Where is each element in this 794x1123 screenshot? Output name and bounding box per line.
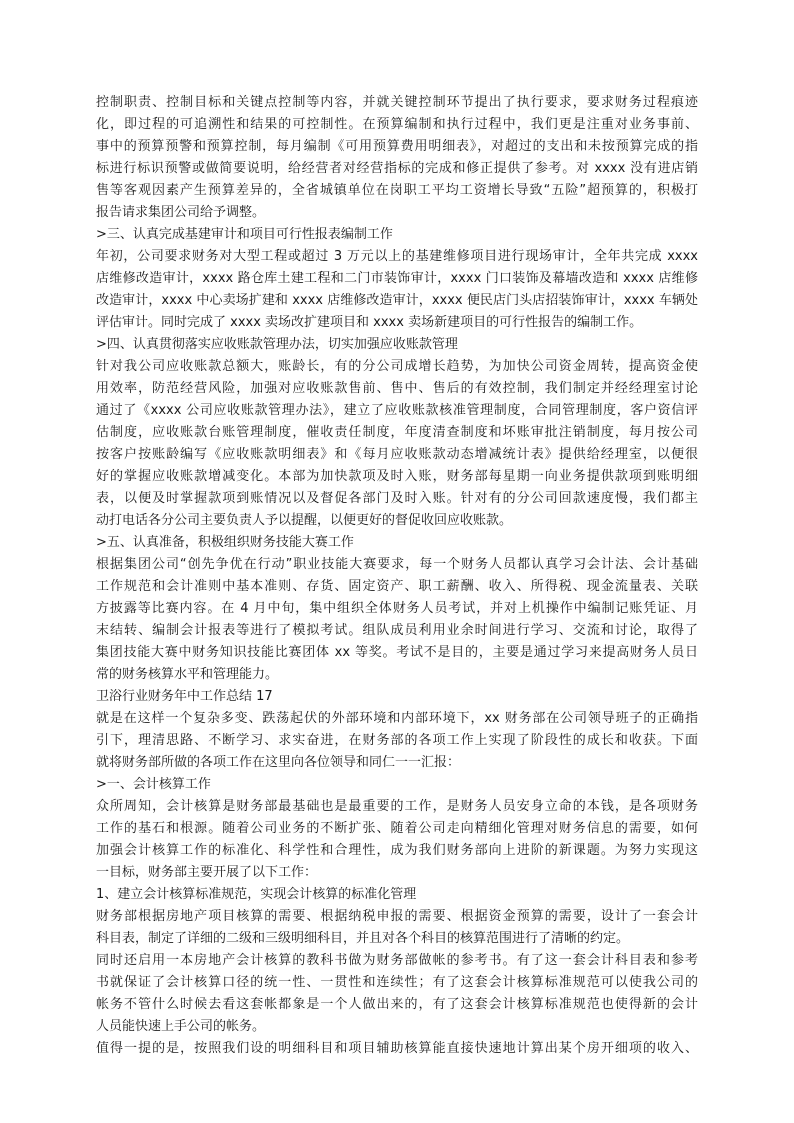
text-line: >四、认真贯彻落实应收账款管理办法，切实加强应收账款管理	[96, 337, 458, 352]
document-page	[96, 92, 698, 1060]
text-line: 表，以便及时掌握款项到账情况以及督促各部门及时入账。针对有的分公司回款速度慢，我们都主	[96, 491, 698, 506]
text-line: 好的掌握应收账款增减变化。本部为加快款项及时入账，财务部每星期一向业务提供款项到账明细	[96, 469, 698, 484]
text-line: 标进行标识预警或做简要说明，给经营者对经营指标的完成和修正提供了参考。对 xxxx 没有进店销	[96, 161, 698, 176]
text-line: 卫浴行业财务年中工作总结 17	[96, 689, 273, 704]
text-line: 财务部根据房地产项目核算的需要、根据纳税申报的需要、根据资金预算的需要，设计了一套会计	[96, 909, 698, 924]
text-line: 同时还启用一本房地产会计核算的教科书做为财务部做帐的参考书。有了这一套会计科目表和参考	[96, 953, 698, 968]
text-line: >一、会计核算工作	[96, 777, 211, 792]
text-line: 就将财务部所做的各项工作在这里向各位领导和同仁一一汇报：	[96, 755, 461, 770]
text-line: 事中的预算预警和预算控制，每月编制《可用预算费用明细表》，对超过的支出和未按预算完成的指	[96, 139, 698, 154]
text-line: 科目表，制定了详细的二级和三级明细科目，并且对各个科目的核算范围进行了清晰的约定。	[96, 931, 630, 946]
text-line: 帐务不管什么时候去看这套帐都象是一个人做出来的，有了这套会计核算标准规范也使得新的会计	[96, 997, 698, 1012]
text-line: 控制职责、控制目标和关键点控制等内容，并就关键控制环节提出了执行要求，要求财务过程痕迹	[96, 95, 698, 110]
text-line: 根据集团公司“创先争优在行动”职业技能大赛要求，每一个财务人员都认真学习会计法、会计基础	[96, 557, 698, 572]
text-line: 用效率，防范经营风险，加强对应收账款售前、售中、售后的有效控制，我们制定并经经理室讨论	[96, 381, 698, 396]
text-line: >三、认真完成基建审计和项目可行性报表编制工作	[96, 227, 393, 242]
text-line: 改造审计，xxxx 中心卖场扩建和 xxxx 店维修改造审计，xxxx 便民店门头店招装饰审计，xxxx 车辆处	[96, 293, 698, 308]
text-line: 店维修改造审计，xxxx 路仓库土建工程和二门市装饰审计，xxxx 门口装饰及幕墙改造和 xxxx 店维修	[96, 271, 698, 286]
text-line: 工作规范和会计准则中基本准则、存货、固定资产、职工薪酬、收入、所得税、现金流量表、关联	[96, 579, 698, 594]
text-line: >五、认真准备，积极组织财务技能大赛工作	[96, 535, 354, 550]
text-line: 书就保证了会计核算口径的统一性、一贯性和连续性；有了这套会计核算标准规范可以使我公司的	[96, 975, 698, 990]
text-line: 工作的基石和根源。随着公司业务的不断扩张、随着公司走向精细化管理对财务信息的需要，如何	[96, 821, 698, 836]
text-line: 值得一提的是，按照我们设的明细科目和项目辅助核算能直接快速地计算出某个房开细项的收入、	[96, 1041, 698, 1056]
text-line: 众所周知，会计核算是财务部最基础也是最重要的工作，是财务人员安身立命的本钱，是各项财务	[96, 799, 698, 814]
text-line: 年初，公司要求财务对大型工程或超过 3 万元以上的基建维修项目进行现场审计，全年共完成 xxxx	[96, 249, 698, 264]
text-line: 1、建立会计核算标准规范，实现会计核算的标准化管理	[96, 887, 417, 902]
text-line: 化，即过程的可追溯性和结果的可控制性。在预算编制和执行过程中，我们更是注重对业务事前、	[96, 117, 698, 132]
text-line: 一目标，财务部主要开展了以下工作：	[96, 865, 318, 880]
text-line: 引下，理清思路、不断学习、求实奋进，在财务部的各项工作上实现了阶段性的成长和收获。下面	[96, 733, 698, 748]
text-line: 估制度，应收账款台账管理制度，催收责任制度，年度清查制度和坏账审批注销制度，每月按公司	[96, 425, 698, 440]
text-line: 集团技能大赛中财务知识技能比赛团体 xx 等奖。考试不是目的，主要是通过学习来提高财务人员日	[96, 645, 698, 660]
text-line: 按客户按账龄编写《应收账款明细表》和《每月应收账款动态增减统计表》提供给经理室，以便很	[96, 447, 698, 462]
text-line: 通过了《xxxx 公司应收账款管理办法》，建立了应收账款核准管理制度，合同管理制度，客户资信评	[96, 403, 698, 418]
text-line: 常的财务核算水平和管理能力。	[96, 667, 279, 682]
text-line: 加强会计核算工作的标准化、科学性和合理性，成为我们财务部向上进阶的新课题。为努力实现这	[96, 843, 698, 858]
text-line: 动打电话各分公司主要负责人予以提醒，以便更好的督促收回应收账款。	[96, 513, 513, 528]
text-line: 售等客观因素产生预算差异的，全省城镇单位在岗职工平均工资增长导致“五险”超预算的，积极打	[96, 183, 698, 198]
text-line: 评估审计。同时完成了 xxxx 卖场改扩建项目和 xxxx 卖场新建项目的可行性报告的编制工作。	[96, 315, 643, 330]
text-line: 就是在这样一个复杂多变、跌荡起伏的外部环境和内部环境下，xx 财务部在公司领导班子的正确指	[96, 711, 698, 726]
text-line: 报告请求集团公司给予调整。	[96, 205, 266, 220]
text-line: 末结转、编制会计报表等进行了模拟考试。组队成员利用业余时间进行学习、交流和讨论，取得了	[96, 623, 698, 638]
text-line: 人员能快速上手公司的帐务。	[96, 1019, 266, 1034]
text-line: 方披露等比赛内容。在 4 月中旬，集中组织全体财务人员考试，并对上机操作中编制记账凭证、月	[96, 601, 698, 616]
text-line: 针对我公司应收账款总额大，账龄长，有的分公司成增长趋势，为加快公司资金周转，提高资金使	[96, 359, 698, 374]
